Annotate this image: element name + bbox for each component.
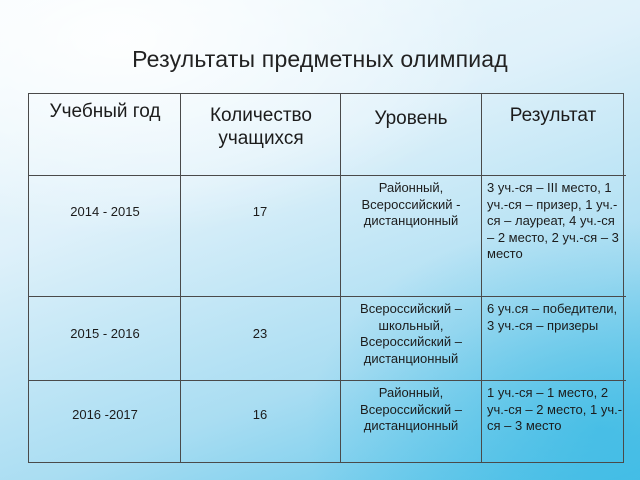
header-year: Учебный год	[49, 101, 161, 122]
page-title: Результаты предметных олимпиад	[132, 46, 508, 72]
column-divider	[340, 93, 341, 463]
row-divider	[180, 380, 341, 381]
header-result: Результат	[509, 105, 597, 126]
row-divider	[481, 175, 626, 176]
cell-count: 23	[252, 326, 268, 341]
row-divider	[28, 380, 181, 381]
cell-level: Районный, Всероссийский – дистанционный	[360, 385, 462, 433]
cell-result: 3 уч.-ся – III место, 1 уч.-ся – призер, 1 уч.-ся – лауреат, 4 уч.-ся – 2 место, 2 уч.-ся – 3 место	[487, 180, 619, 261]
cell-result: 6 уч.ся – победители, 3 уч.-ся – призеры	[487, 301, 618, 333]
row-divider	[340, 175, 482, 176]
row-divider	[481, 296, 626, 297]
row-divider	[180, 175, 341, 176]
row-divider	[180, 296, 341, 297]
cell-year: 2014 - 2015	[70, 204, 140, 219]
results-table	[28, 93, 624, 463]
cell-year: 2016 -2017	[72, 407, 138, 422]
row-divider	[481, 380, 626, 381]
cell-level: Всероссийский – школьный, Всероссийский – дистанционный	[360, 301, 462, 366]
header-level: Уровень	[374, 108, 448, 129]
cell-year: 2015 - 2016	[70, 326, 140, 341]
row-divider	[340, 380, 482, 381]
cell-result: 1 уч.-ся – 1 место, 2 уч.-ся – 2 место, 1 уч.-ся – 3 место	[487, 385, 623, 433]
cell-count: 16	[252, 407, 268, 422]
cell-count: 17	[252, 204, 268, 219]
row-divider	[28, 296, 181, 297]
column-divider	[180, 93, 181, 463]
header-count: Количество учащихся	[209, 105, 313, 149]
row-divider	[28, 175, 181, 176]
column-divider	[481, 93, 482, 463]
row-divider	[340, 296, 482, 297]
cell-level: Районный, Всероссийский - дистанционный	[361, 180, 461, 228]
